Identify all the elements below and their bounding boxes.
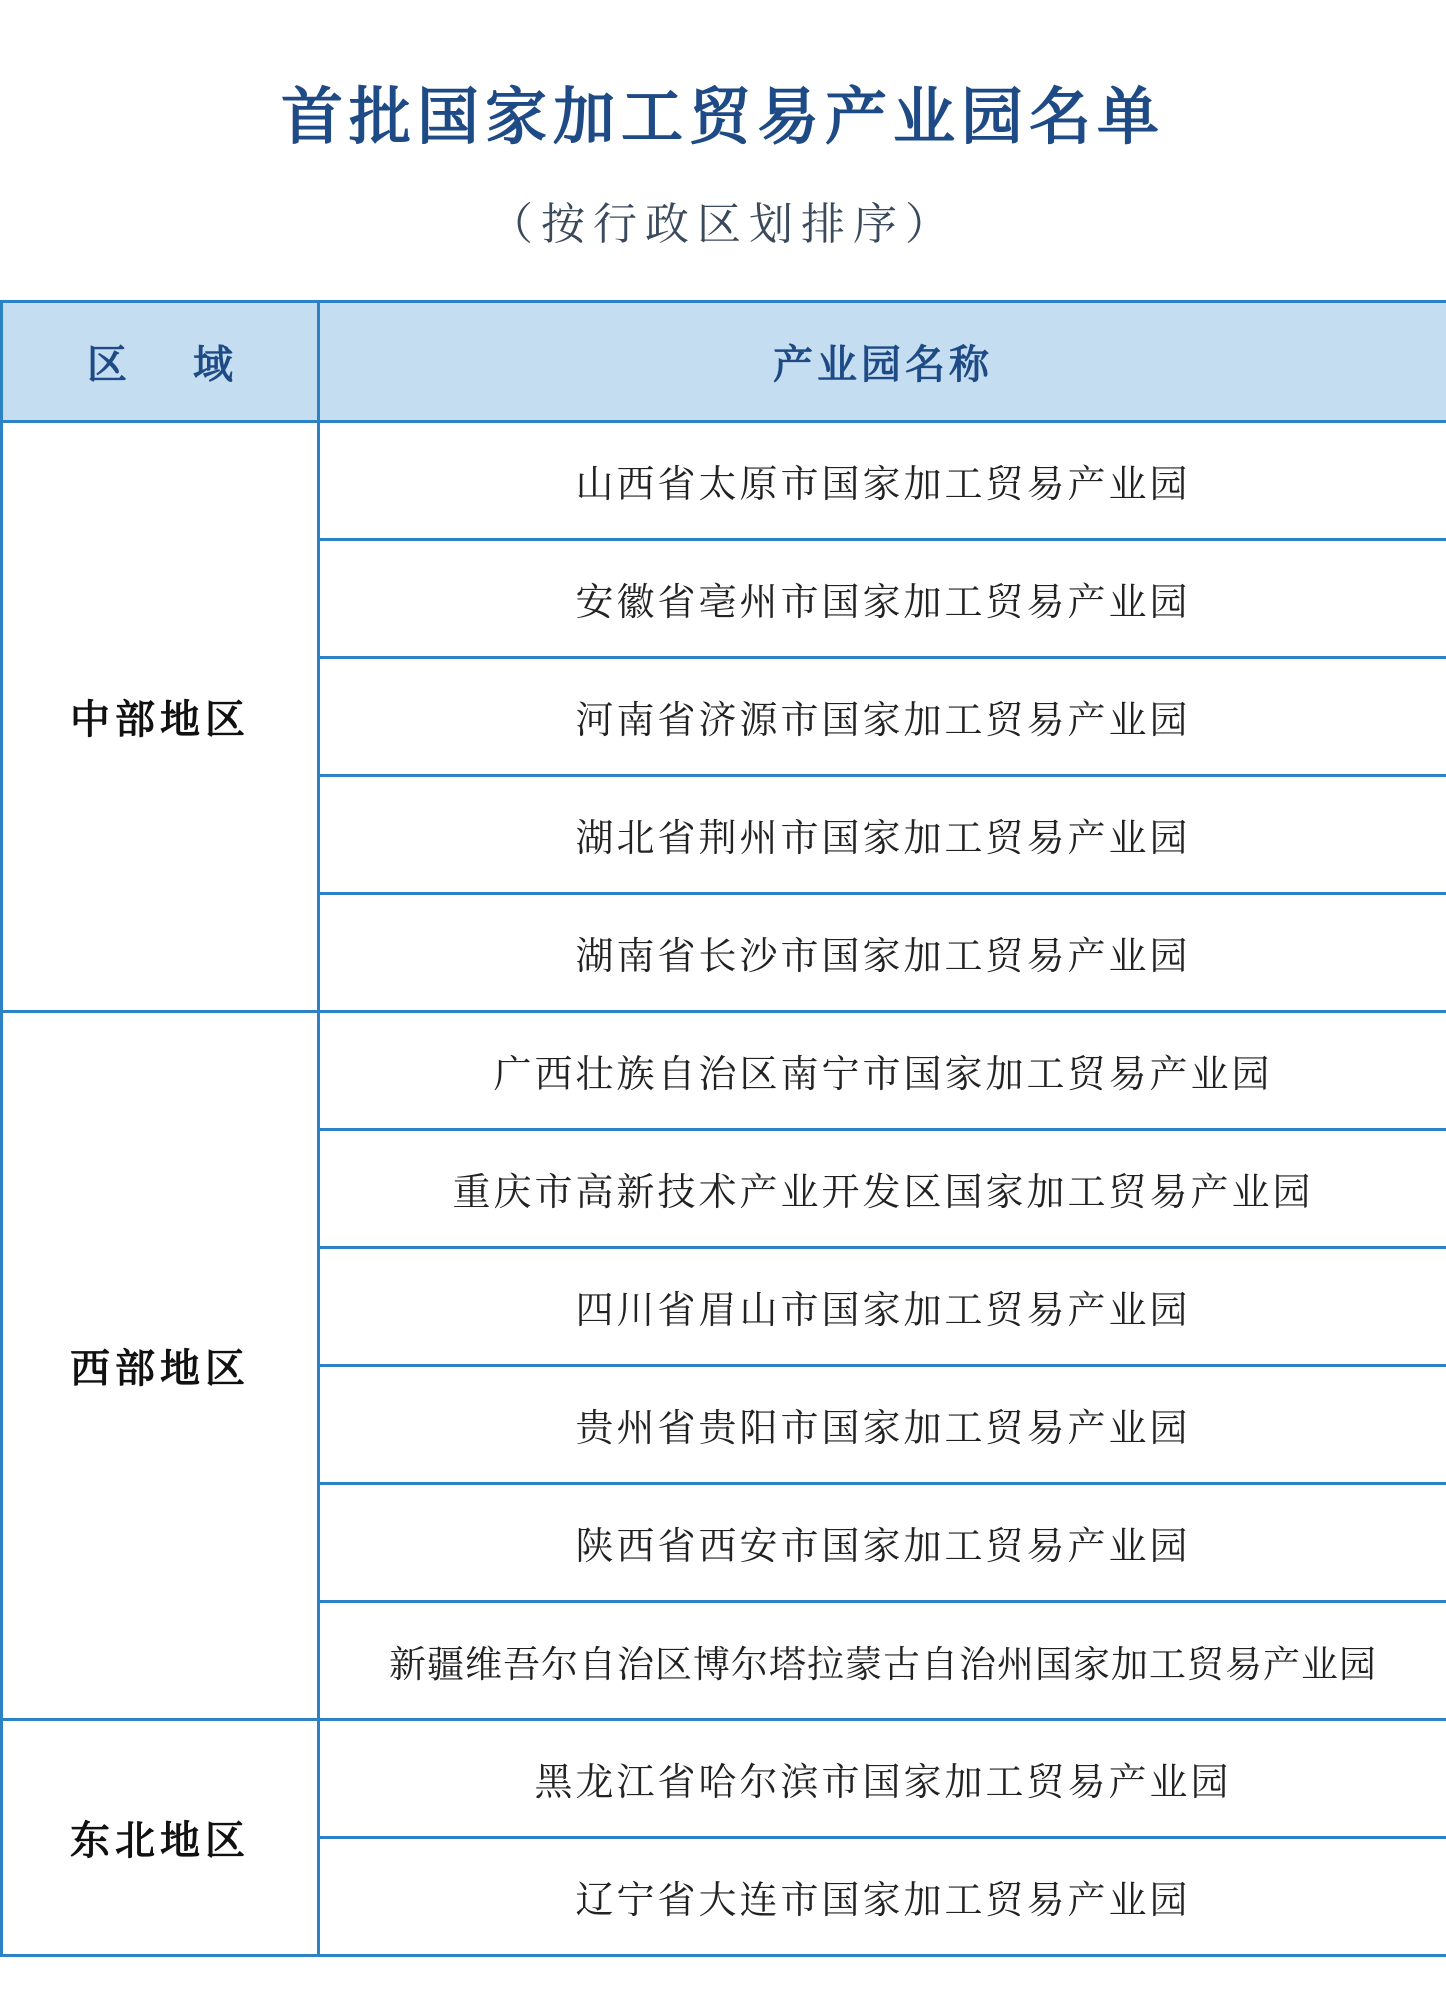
park-cell: 辽宁省大连市国家加工贸易产业园 <box>319 1838 1446 1956</box>
park-cell: 重庆市高新技术产业开发区国家加工贸易产业园 <box>319 1130 1446 1248</box>
park-cell: 贵州省贵阳市国家加工贸易产业园 <box>319 1366 1446 1484</box>
table-header <box>2 302 1446 422</box>
park-cell: 山西省太原市国家加工贸易产业园 <box>319 422 1446 540</box>
park-cell: 四川省眉山市国家加工贸易产业园 <box>319 1248 1446 1366</box>
park-table <box>0 300 1446 1957</box>
table-row <box>2 1012 1446 1130</box>
park-cell: 湖南省长沙市国家加工贸易产业园 <box>319 894 1446 1012</box>
table-body <box>2 422 1446 1956</box>
header-region: 区 域 <box>2 302 319 422</box>
page-subtitle: （按行政区划排序） <box>489 199 957 250</box>
page-title: 首批国家加工贸易产业园名单 <box>280 80 1165 153</box>
region-cell-northeast: 东北地区 <box>2 1720 319 1956</box>
header-park-name: 产业园名称 <box>319 302 1446 422</box>
park-cell: 黑龙江省哈尔滨市国家加工贸易产业园 <box>319 1720 1446 1838</box>
park-cell: 安徽省亳州市国家加工贸易产业园 <box>319 540 1446 658</box>
header-row <box>2 302 1446 422</box>
region-cell-western: 西部地区 <box>2 1012 319 1720</box>
park-cell: 新疆维吾尔自治区博尔塔拉蒙古自治州国家加工贸易产业园 <box>319 1602 1446 1720</box>
park-cell: 广西壮族自治区南宁市国家加工贸易产业园 <box>319 1012 1446 1130</box>
table-row <box>2 422 1446 540</box>
park-cell: 陕西省西安市国家加工贸易产业园 <box>319 1484 1446 1602</box>
park-cell: 湖北省荆州市国家加工贸易产业园 <box>319 776 1446 894</box>
region-cell-central: 中部地区 <box>2 422 319 1012</box>
park-table-container <box>0 300 1446 1957</box>
park-cell: 河南省济源市国家加工贸易产业园 <box>319 658 1446 776</box>
table-row <box>2 1720 1446 1838</box>
